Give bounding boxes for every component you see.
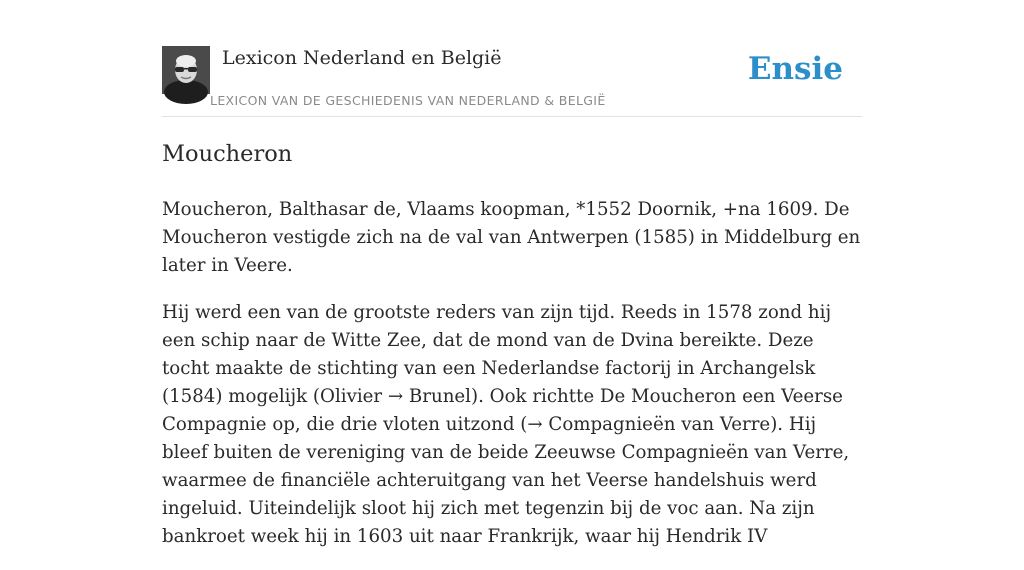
paragraph-text: ). Ook richtte De Moucheron een Veerse Compagnie op, die drie vloten uitzond ( — [162, 386, 843, 435]
author-avatar[interactable] — [162, 46, 210, 94]
site-header — [162, 46, 862, 117]
reference-link-compagnieen-van-verre[interactable]: → Compagnieën van Verre — [527, 414, 771, 435]
site-subtitle: LEXICON VAN DE GESCHIEDENIS VAN NEDERLAND & BELGIË — [210, 93, 606, 108]
author-portrait-icon — [162, 46, 210, 94]
article-body — [162, 138, 862, 570]
article-paragraph-1: Moucheron, Balthasar de, Vlaams koopman, *1552 Doornik, +na 1609. De Moucheron vestigde zich na de val van Antwerpen (1585) in Middelburg en later in Veere. — [162, 199, 861, 276]
article-title: Moucheron — [162, 141, 293, 167]
ensie-logo-link[interactable]: Ensie — [747, 51, 843, 87]
article-paragraph-2 — [162, 299, 862, 551]
paragraph-text: ). Hij bleef buiten de vereniging van de beide Zeeuwse Compagnieën van Verre, waarmee de financiële achteruitgang van het Veerse handelshuis werd ingeluid. Uiteindelijk sloot hij zich met tegenzin bij de voc aan. Na zijn bankroet week hij in 1603 uit naar Frankrijk, waar hij Hendrik IV — [162, 414, 850, 547]
reference-link-brunel[interactable]: → Brunel — [387, 386, 471, 407]
paragraph-text: Hij werd een van de grootste reders van zijn tijd. Reeds in 1578 zond hij een schip naar de Witte Zee, dat de mond van de Dvina bereikte. Deze tocht maakte de stichting van een Nederlandse factorij in Archangelsk (1584) mogelijk (Olivier — [162, 302, 832, 407]
site-title-link[interactable]: Lexicon Nederland en België — [222, 47, 502, 69]
